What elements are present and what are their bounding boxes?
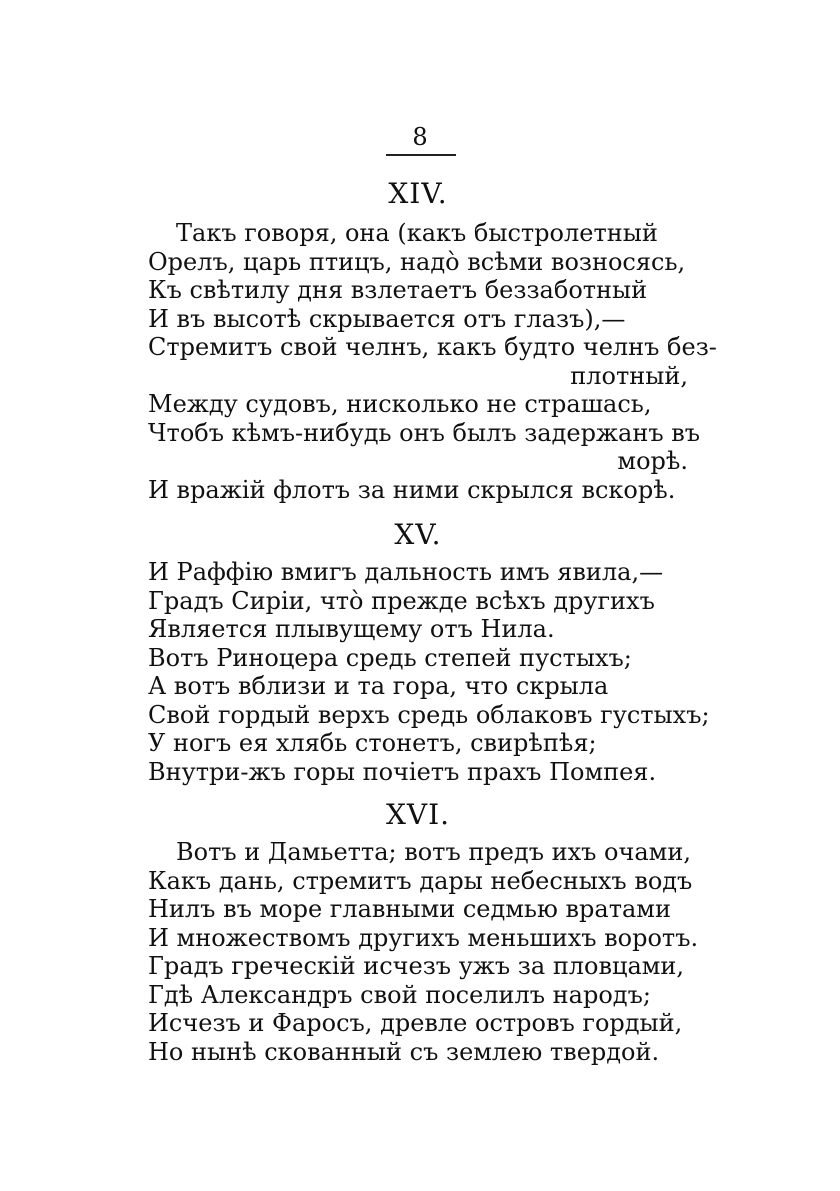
verse-line: Является плывущему отъ Нила. (148, 615, 555, 643)
verse-line: И Раффію вмигъ дальность имъ явила,— (148, 558, 664, 586)
verse-line: Къ свѣтилу дня взлетаетъ беззаботный (148, 276, 648, 304)
page-number-rule (386, 154, 456, 156)
verse-line: Исчезъ и Фаросъ, древле островъ гордый, (148, 1009, 683, 1037)
verse-line: Внутри-жъ горы почіетъ прахъ Помпея. (148, 757, 657, 786)
stanza-numeral: XIV. (388, 177, 448, 210)
verse-line: И въ высотѣ скрывается отъ глазъ),— (148, 304, 626, 333)
page-number: 8 (412, 123, 428, 151)
verse-line: Но нынѣ скованный съ землею твердой. (148, 1037, 660, 1066)
verse-line: Градъ греческій исчезъ ужъ за пловцами, (148, 952, 685, 980)
verse-line: Нилъ въ море главными седмью вратами (148, 895, 671, 923)
stanza-xiv (148, 177, 717, 504)
verse-line: И множествомъ другихъ меньшихъ воротъ. (148, 923, 699, 952)
verse-line: Чтобъ кѣмъ-нибудь онъ былъ задержанъ въ (148, 418, 701, 447)
verse-line: Такъ говоря, она (какъ быстролетный (176, 219, 658, 247)
verse-line: Свой гордый верхъ средь облаковъ густыхъ; (148, 700, 710, 729)
verse-line: У ногъ ея хлябь стонетъ, свирѣпѣя; (148, 729, 597, 757)
verse-line: Какъ дань, стремитъ дары небесныхъ водъ (148, 866, 693, 895)
stanza-xv (148, 518, 708, 786)
verse-line: И вражій флотъ за ними скрылся вскорѣ. (148, 475, 676, 504)
verse-line: Вотъ и Дамьетта; вотъ предъ ихъ очами, (176, 838, 691, 866)
verse-line: Вотъ Риноцера средь степей пустыхъ; (148, 643, 632, 672)
verse-line: Между судовъ, нисколько не страшась, (148, 390, 652, 418)
verse-line: Градъ Сиріи, что̀ прежде всѣхъ другихъ (148, 586, 655, 615)
verse-line: Орелъ, царь птицъ, надо̀ всѣми возносясь, (148, 247, 686, 276)
verse-line: Гдѣ Александръ свой поселилъ народъ; (148, 980, 651, 1009)
verse-line: А вотъ вблизи и та гора, что скрыла (148, 672, 609, 700)
verse-line-continuation: морѣ. (617, 447, 688, 475)
stanza-numeral: XV. (394, 518, 442, 551)
stanza-xvi (148, 798, 708, 1066)
verse-line: Стремитъ свой челнъ, какъ будто челнъ без- (148, 333, 717, 361)
verse-line-continuation: плотный, (570, 361, 688, 390)
stanza-numeral: XVI. (385, 798, 451, 831)
